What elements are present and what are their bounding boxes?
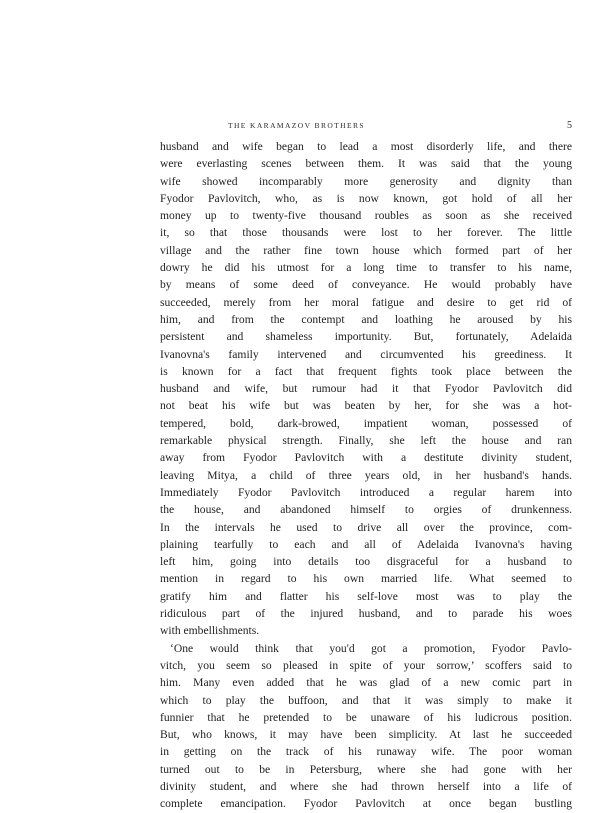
text-line: wife showed incomparably more generosity and dignity than: [160, 174, 572, 188]
text-line: were everlasting scenes between them. It was said that the young: [160, 157, 572, 171]
text-line: vitch, you seem so pleased in spite of your sorrow,’ scoffers said to: [160, 658, 572, 672]
paragraph-1: [160, 138, 572, 640]
text-line: Ivanovna's family intervened and circumvented his greediness. It: [160, 347, 572, 361]
text-line: leaving Mitya, a child of three years old, in her husband's hands.: [160, 468, 572, 482]
text-line: Immediately Fyodor Pavlovitch introduced a regular harem into: [160, 485, 572, 499]
text-line: money up to twenty-five thousand roubles as soon as she received: [160, 209, 572, 223]
text-line: him, and from the contempt and loathing he aroused by his: [160, 312, 572, 326]
text-line: husband and wife, but rumour had it that Fyodor Pavlovitch did: [160, 382, 572, 396]
text-line: husband and wife began to lead a most disorderly life, and there: [160, 140, 572, 153]
text-line: ‘One would think that you'd got a promotion, Fyodor Pavlo-: [170, 641, 572, 655]
text-line: by means of some deed of conveyance. He would probably have: [160, 278, 572, 292]
text-line: mention in regard to his own married life. What seemed to: [160, 572, 572, 586]
text-line: remarkable physical strength. Finally, she left the house and ran: [160, 434, 572, 448]
running-title: THE KARAMAZOV BROTHERS: [228, 121, 365, 130]
text-line: which to play the buffoon, and that it was simply to make it: [160, 693, 572, 707]
text-line: away from Fyodor Pavlovitch with a destitute divinity student,: [160, 451, 572, 465]
text-line: In the intervals he used to drive all over the province, com-: [160, 520, 572, 534]
text-line: in getting on the track of his runaway wife. The poor woman: [160, 745, 572, 759]
text-line: it, so that those thousands were lost to her forever. The little: [160, 226, 572, 240]
text-line: funnier that he pretended to be unaware of his ludicrous position.: [160, 710, 572, 724]
running-head: [160, 121, 572, 137]
text-line: persistent and shameless importunity. But, fortunately, Adelaida: [160, 330, 572, 344]
text-line: with embellishments.: [160, 624, 260, 638]
text-line: the house, and abandoned himself to orgies of drunkenness.: [160, 503, 572, 517]
text-line: ridiculous part of the injured husband, and to parade his woes: [160, 607, 572, 621]
text-line: village and the rather fine town house which formed part of her: [160, 243, 572, 257]
text-line: not beat his wife but was beaten by her, for she was a hot-: [160, 399, 572, 413]
text-line: Fyodor Pavlovitch, who, as is now known, got hold of all her: [160, 191, 572, 205]
paragraph-2: [160, 640, 572, 813]
text-line: succeeded, merely from her moral fatigue and desire to get rid of: [160, 295, 572, 309]
text-line: But, who knows, it may have been simplicity. At last he succeeded: [160, 728, 572, 742]
text-line: divinity student, and where she had thrown herself into a life of: [160, 779, 572, 793]
text-line: him. Many even added that he was glad of a new comic part in: [160, 676, 572, 690]
body-text: [160, 138, 572, 813]
text-line: plaining tearfully to each and all of Adelaida Ivanovna's having: [160, 537, 572, 551]
text-line: turned out to be in Petersburg, where she had gone with her: [160, 762, 572, 776]
text-line: dowry he did his utmost for a long time to transfer to his name,: [160, 261, 572, 275]
text-line: is known for a fact that frequent fights took place between the: [160, 364, 572, 378]
text-line: tempered, bold, dark-browed, impatient woman, possessed of: [160, 416, 572, 430]
page-number: 5: [567, 120, 572, 131]
text-line: complete emancipation. Fyodor Pavlovitch at once began bustling: [160, 797, 572, 811]
text-line: gratify him and flatter his self-love most was to play the: [160, 589, 572, 603]
text-line: left him, going into details too disgraceful for a husband to: [160, 555, 572, 569]
